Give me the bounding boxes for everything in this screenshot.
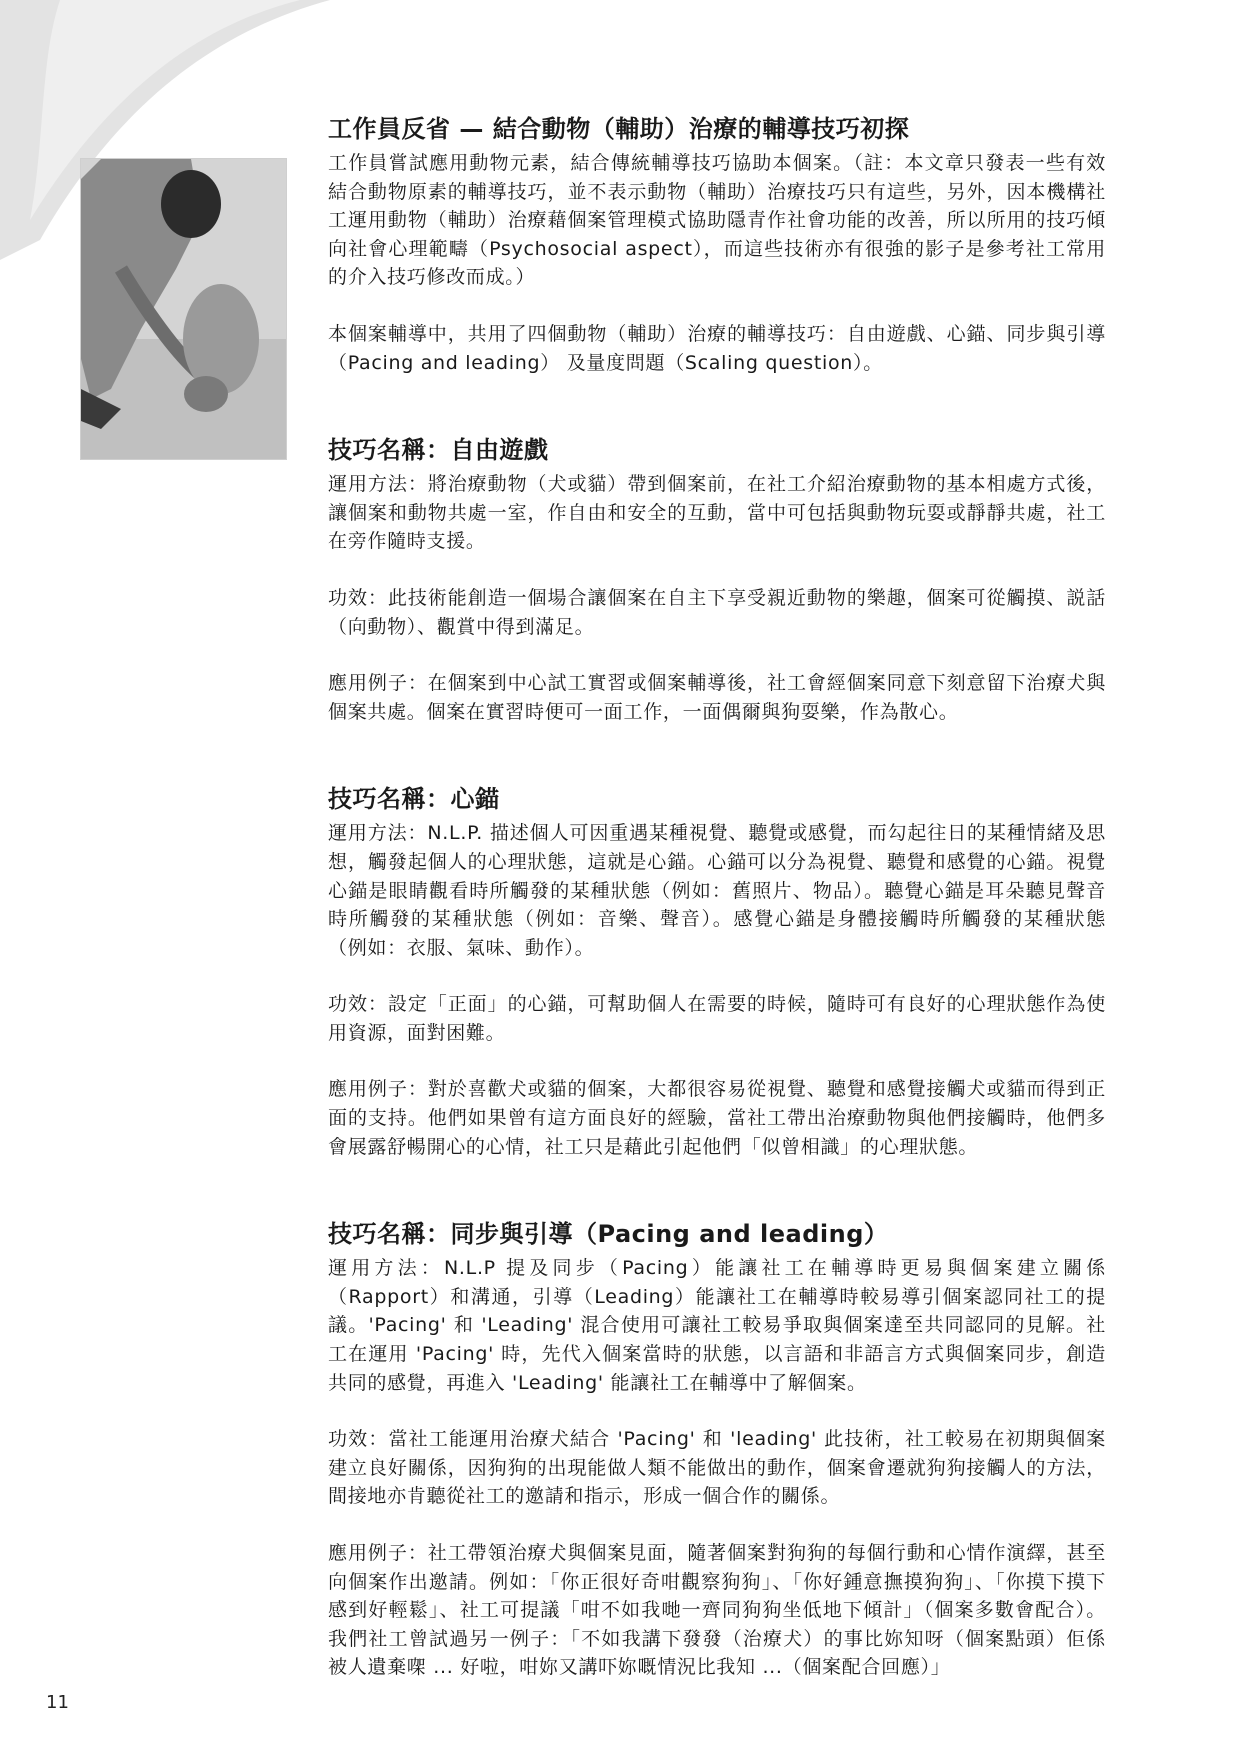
effect-paragraph: 功效：設定「正面」的心錨，可幫助個人在需要的時候，隨時可有良好的心理狀態作為使用資源，面對困難。 bbox=[328, 993, 1106, 1044]
example-paragraph: 應用例子：對於喜歡犬或貓的個案，大都很容易從視覺、聽覺和感覺接觸犬或貓而得到正面的支持。他們如果曾有這方面良好的經驗，當社工帶出治療動物與他們接觸時，他們多會展露舒暢開心的心情，社工只是藉此引起他們「似曾相識」的心理狀態。 bbox=[328, 1078, 1106, 1158]
method-paragraph: 運用方法：N.L.P. 描述個人可因重遇某種視覺、聽覺或感覺，而勾起往日的某種情緒及思想，觸發起個人的心理狀態，這就是心錨。心錨可以分為視覺、聽覺和感覺的心錨。視覺心錨是眼睛觀看時所觸發的某種狀態（例如：舊照片、物品）。聽覺心錨是耳朵聽見聲音時所觸發的某種狀態（例如：音樂、聲音）。感覺心錨是身體接觸時所觸發的某種狀態（例如：衣服、氣味、動作）。 bbox=[328, 822, 1106, 959]
page-number: 11 bbox=[46, 1692, 69, 1713]
effect-paragraph: 功效：當社工能運用治療犬結合 'Pacing' 和 'leading' 此技術，社工較易在初期與個案建立良好關係，因狗狗的出現能做人類不能做出的動作，個案會遷就狗狗接觸人的方法，間接地亦肯聽從社工的邀請和指示，形成一個合作的關係。 bbox=[328, 1428, 1106, 1508]
article-title: 工作員反省 — 結合動物（輔助）治療的輔導技巧初探 bbox=[328, 115, 910, 143]
section-title: 技巧名稱：同步與引導（Pacing and leading） bbox=[328, 1220, 889, 1249]
method-paragraph: 運用方法：將治療動物（犬或貓）帶到個案前，在社工介紹治療動物的基本相處方式後，讓個案和動物共處一室，作自由和安全的互動，當中可包括與動物玩耍或靜靜共處，社工在旁作隨時支援。 bbox=[328, 473, 1106, 553]
effect-paragraph: 功效：此技術能創造一個場合讓個案在自主下享受親近動物的樂趣，個案可從觸摸、説話（向動物）、觀賞中得到滿足。 bbox=[328, 586, 1106, 638]
section-title: 技巧名稱：心錨 bbox=[328, 785, 500, 814]
example-paragraph: 應用例子：社工帶領治療犬與個案見面，隨著個案對狗狗的每個行動和心情作演繹，甚至向個案作出邀請。例如：「你正很好奇咁觀察狗狗」、「你好鍾意撫摸狗狗」、「你摸下摸下感到好輕鬆」、社工可提議「咁不如我哋一齊同狗狗坐低地下傾計」（個案多數會配合）。 我們社工曾試過另一例子：「不如我講下發發（治療犬）的事比妳知呀（個案點頭）佢係被人遺棄㗎 ... 好啦，咁妳又講吓妳嘅情況比我知 ...（個案配合回應）」 bbox=[328, 1542, 1106, 1679]
intro-paragraph: 本個案輔導中，共用了四個動物（輔助）治療的輔導技巧：自由遊戲、心錨、同步與引導（Pacing and leading） 及量度問題（Scaling question）。 bbox=[328, 322, 1106, 374]
intro-paragraph: 工作員嘗試應用動物元素，結合傳統輔導技巧協助本個案。（註：本文章只發表一些有效結合動物原素的輔導技巧，並不表示動物（輔助）治療技巧只有這些，另外，因本機構社工運用動物（輔助）治療藉個案管理模式協助隱青作社會功能的改善，所以所用的技巧傾向社會心理範疇（Psychosocial aspect），而這些技術亦有很強的影子是參考社工常用的介入技巧修改而成。） bbox=[328, 152, 1106, 289]
section-pacing-leading bbox=[328, 1217, 1106, 1682]
method-paragraph: 運用方法：N.L.P 提及同步（Pacing）能讓社工在輔導時更易與個案建立關係（Rapport）和溝通，引導（Leading）能讓社工在輔導時較易導引個案認同社工的提議。'Pacing' 和 'Leading' 混合使用可讓社工較易爭取與個案達至共同認同的見解。社工在運用 'Pacing' 時，先代入個案當時的狀態，以言語和非語言方式與個案同步，創造共同的感覺，再進入 'Leading' 能讓社工在輔導中了解個案。 bbox=[328, 1257, 1106, 1394]
example-paragraph: 應用例子：在個案到中心試工實習或個案輔導後，社工會經個案同意下刻意留下治療犬與個案共處。個案在實習時便可一面工作，一面偶爾與狗耍樂，作為散心。 bbox=[328, 672, 1106, 723]
article-body bbox=[328, 112, 1106, 1682]
section-anchor bbox=[328, 782, 1106, 1161]
section-title: 技巧名稱：自由遊戲 bbox=[328, 436, 549, 465]
photo-woman-with-dog bbox=[80, 158, 287, 460]
section-free-play bbox=[328, 433, 1106, 726]
